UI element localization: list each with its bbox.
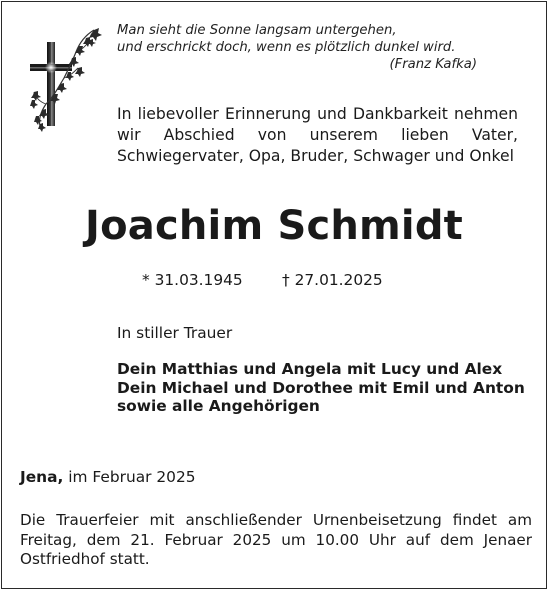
place-date: im Februar 2025 — [63, 468, 196, 486]
service-paragraph: Die Trauerfeier mit anschließender Urnenbeisetzung findet am Freitag, dem 21. Februar 2025 um 10.00 Uhr auf dem Jenaer Ostfriedhof statt. — [20, 511, 532, 568]
mourning-label: In stiller Trauer — [117, 324, 233, 342]
family-line: sowie alle Angehörigen — [117, 397, 320, 415]
place-city: Jena, — [20, 468, 64, 486]
family-line: Dein Michael und Dorothee mit Emil und Anton — [117, 378, 525, 397]
kafka-quote — [117, 22, 477, 73]
quote-author: (Franz Kafka) — [389, 57, 477, 72]
family-line: Dein Matthias und Angela mit Lucy und Alex — [117, 360, 503, 378]
intro-paragraph: In liebevoller Erinnerung und Dankbarkeit nehmen wir Abschied von unserem lieben Vater, Schwiegervater, Opa, Bruder, Schwager und Onkel — [117, 105, 518, 165]
place-date-line — [20, 467, 196, 487]
deceased-name: Joachim Schmidt — [85, 203, 463, 249]
quote-line-2: und erschrickt doch, wenn es plötzlich dunkel wird. — [117, 40, 456, 55]
cross-with-ivy-icon — [24, 26, 104, 132]
family-signatures — [117, 360, 525, 416]
death-date: † 27.01.2025 — [282, 271, 383, 289]
quote-line-1: Man sieht die Sonne langsam untergehen, — [117, 23, 397, 38]
birth-date: * 31.03.1945 — [142, 271, 243, 289]
